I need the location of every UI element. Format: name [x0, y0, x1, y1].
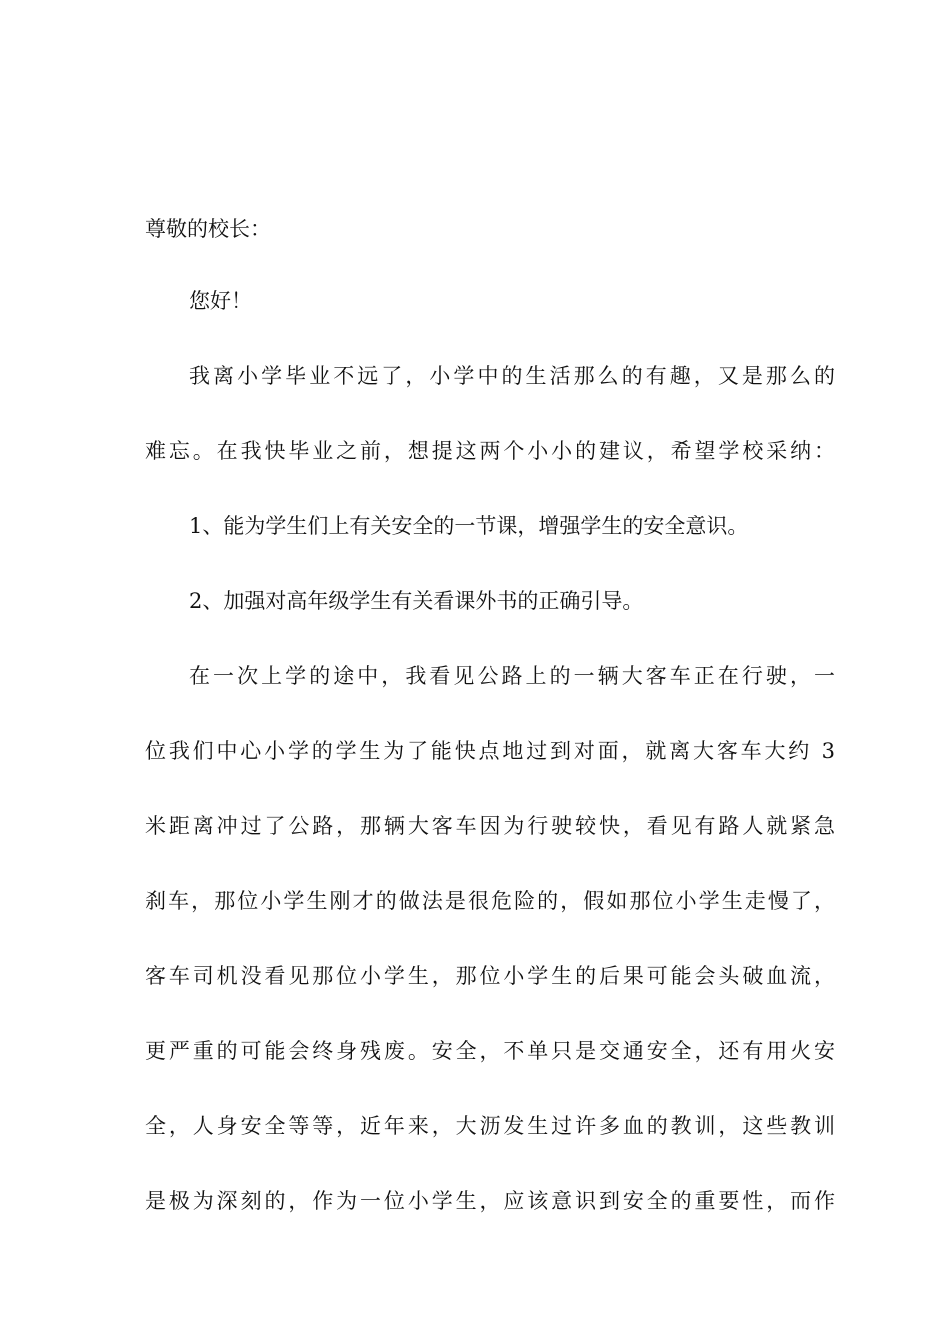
paragraph-line: 米距离冲过了公路，那辆大客车因为行驶较快，看见有路人就紧急 [145, 814, 835, 838]
paragraph-line: 更严重的可能会终身残废。安全，不单只是交通安全，还有用火安 [145, 1039, 835, 1063]
suggestion-item: 1、能为学生们上有关安全的一节课，增强学生的安全意识。 [189, 514, 749, 538]
paragraph-line: 我离小学毕业不远了，小学中的生活那么的有趣，又是那么的 [189, 364, 835, 388]
paragraph-line: 位我们中心小学的学生为了能快点地过到对面，就离大客车大约 3 [145, 739, 835, 763]
paragraph-line: 全，人身安全等等，近年来，大沥发生过许多血的教训，这些教训 [145, 1114, 835, 1138]
greeting: 您好！ [189, 289, 252, 313]
paragraph-line: 客车司机没看见那位小学生，那位小学生的后果可能会头破血流， [145, 964, 835, 988]
paragraph-line: 在一次上学的途中，我看见公路上的一辆大客车正在行驶，一 [189, 664, 835, 688]
paragraph-line: 刹车，那位小学生刚才的做法是很危险的，假如那位小学生走慢了， [145, 889, 835, 913]
suggestion-item: 2、加强对高年级学生有关看课外书的正确引导。 [189, 589, 644, 613]
paragraph-line: 难忘。在我快毕业之前，想提这两个小小的建议，希望学校采纳： [145, 439, 835, 463]
salutation: 尊敬的校长： [145, 217, 271, 241]
paragraph-line: 是极为深刻的，作为一位小学生，应该意识到安全的重要性，而作 [145, 1189, 835, 1213]
